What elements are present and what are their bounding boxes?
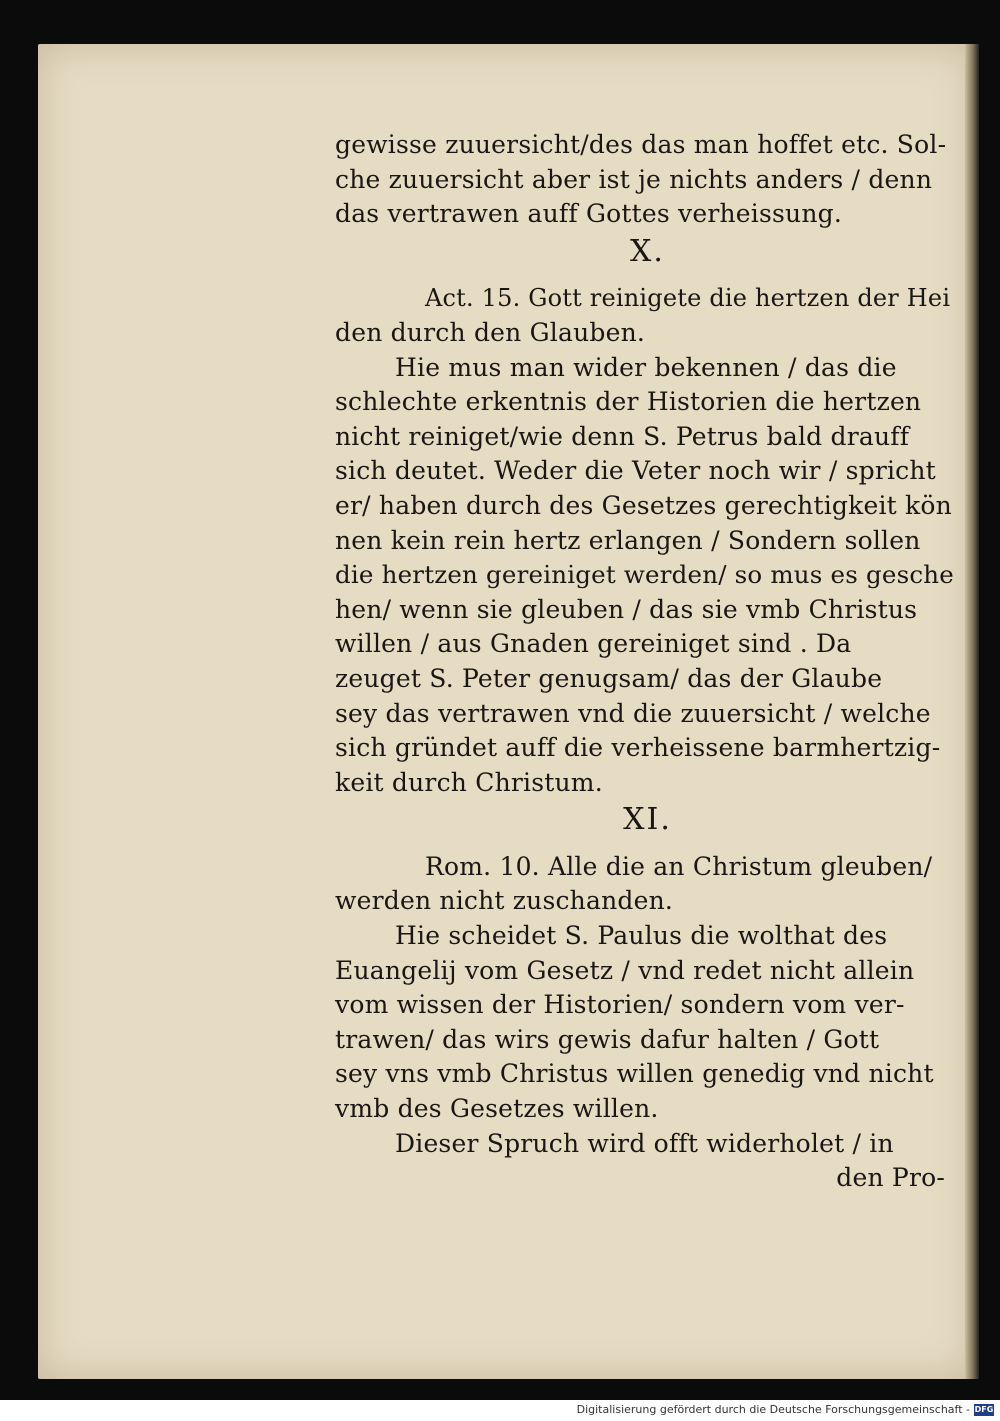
text-line: willen / aus Gnaden gereiniget sind . Da (335, 629, 852, 659)
text-line: werden nicht zuschanden. (335, 886, 674, 916)
text-line: trawen/ das wirs gewis dafur halten / Gott (335, 1024, 880, 1054)
text-line: Euangelij vom Gesetz / vnd redet nicht allein (335, 955, 915, 985)
text-line: che zuuersicht aber ist je nichts anders / denn (335, 164, 933, 194)
text-line: keit durch Christum. (335, 767, 603, 797)
catchword: den Pro- (836, 1163, 945, 1193)
text-line: nicht reiniget/wie denn S. Petrus bald drauff (335, 421, 910, 451)
page-text (335, 128, 960, 1196)
text-line: die hertzen gereiniget werden/ so mus es gesche (335, 560, 954, 590)
text-line: Dieser Spruch wird offt widerholet / in (395, 1128, 894, 1158)
text-line: Rom. 10. Alle die an Christum gleuben/ (425, 851, 933, 881)
page-edge (965, 44, 979, 1379)
text-line: vmb des Gesetzes willen. (335, 1094, 659, 1124)
text-line: sich gründet auff die verheissene barmhertzig- (335, 733, 941, 763)
text-line: schlechte erkentnis der Historien die hertzen (335, 387, 922, 417)
text-line: sich deutet. Weder die Veter noch wir / spricht (335, 456, 936, 486)
dfg-logo: DFG (974, 1405, 994, 1414)
text-line: Hie scheidet S. Paulus die wolthat des (395, 921, 888, 951)
text-line: zeuget S. Peter genugsam/ das der Glaube (335, 663, 883, 693)
text-line: Hie mus man wider bekennen / das die (395, 352, 897, 382)
text-line: den durch den Glauben. (335, 317, 646, 347)
text-line: sey vns vmb Christus willen genedig vnd nicht (335, 1059, 934, 1089)
footer-bar (0, 1400, 1000, 1421)
text-line: sey das vertrawen vnd die zuuersicht / welche (335, 698, 931, 728)
text-line: gewisse zuuersicht/des das man hoffet etc. Sol- (335, 130, 947, 159)
section-heading-x: X. (630, 233, 665, 269)
text-line: das vertrawen auff Gottes verheissung. (335, 199, 843, 229)
text-line: nen kein rein hertz erlangen / Sondern sollen (335, 525, 921, 555)
text-line: vom wissen der Historien/ sondern vom ver- (335, 990, 905, 1020)
section-heading-xi: XI. (623, 802, 672, 838)
text-line: hen/ wenn sie gleuben / das sie vmb Christus (335, 594, 918, 624)
footer-credit: Digitalisierung gefördert durch die Deutsche Forschungsgemeinschaft - (576, 1403, 970, 1416)
text-line: er/ haben durch des Gesetzes gerechtigkeit kön (335, 490, 952, 520)
text-line: Act. 15. Gott reinigete die hertzen der Hei (425, 284, 951, 313)
